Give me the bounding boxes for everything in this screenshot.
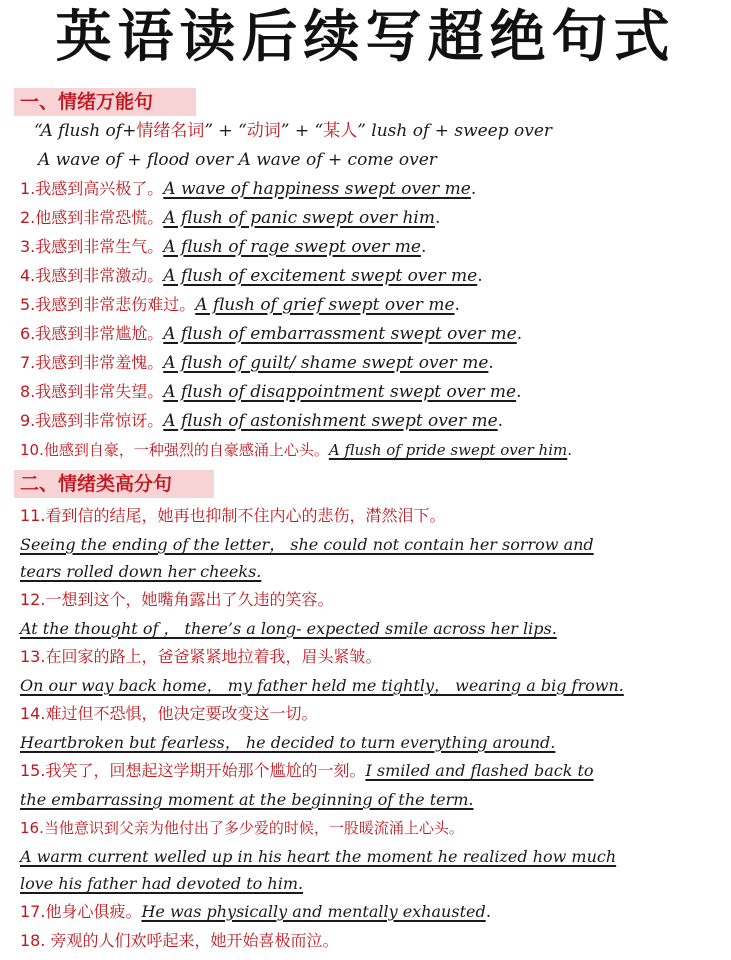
formula-line-1: “A flush of+情绪名词” + “动词” + “某人” lush of + sweep over	[34, 121, 553, 141]
list-item-cn: 16.当他意识到父亲为他付出了多少爱的时候，一股暖流涌上心头。	[20, 819, 464, 837]
section-heading-2: 二、情绪类高分句	[14, 470, 214, 498]
list-item: 17.他身心俱疲。He was physically and mentally exhausted.	[20, 902, 492, 922]
list-item: 9.我感到非常惊讶。A flush of astonishment swept over me.	[20, 411, 504, 431]
list-item: 10.他感到自豪，一种强烈的自豪感涌上心头。A flush of pride swept over him.	[20, 441, 573, 459]
list-item-cn: 13.在回家的路上，爸爸紧紧地拉着我，眉头紧皱。	[20, 647, 382, 666]
list-item-cn: 12.一想到这个，她嘴角露出了久违的笑容。	[20, 590, 334, 609]
list-item: 4.我感到非常激动。A flush of excitement swept over me.	[20, 266, 483, 286]
list-item-en: A warm current welled up in his heart the moment he realized how much	[20, 847, 617, 866]
formula-line-2: A wave of + flood over A wave of + come over	[38, 150, 437, 170]
list-item-en: Heartbroken but fearless， he decided to turn everything around.	[20, 733, 556, 752]
section-heading-1: 一、情绪万能句	[14, 88, 196, 116]
list-item: 7.我感到非常羞愧。A flush of guilt/ shame swept over me.	[20, 353, 494, 373]
list-item: 6.我感到非常尴尬。A flush of embarrassment swept over me.	[20, 324, 523, 344]
list-item-en: On our way back home， my father held me tightly， wearing a big frown.	[20, 676, 624, 695]
list-item: 1.我感到高兴极了。A wave of happiness swept over me.	[20, 179, 477, 199]
page-title: 英语读后续写超绝句式	[55, 5, 676, 70]
list-item-cn: 14.难过但不恐惧，他决定要改变这一切。	[20, 704, 318, 723]
list-item-cn: 11.看到信的结尾，她再也抑制不住内心的悲伤，潸然泪下。	[20, 506, 446, 525]
list-item: 3.我感到非常生气。A flush of rage swept over me.	[20, 237, 427, 257]
list-item-en: tears rolled down her cheeks.	[20, 562, 262, 581]
list-item: 15.我笑了，回想起这学期开始那个尴尬的一刻。I smiled and flashed back to	[20, 761, 594, 780]
list-item-en: At the thought of ， there’s a long- expected smile across her lips.	[20, 619, 557, 638]
list-item: 2.他感到非常恐慌。A flush of panic swept over him.	[20, 208, 441, 228]
list-item-en: the embarrassing moment at the beginning of the term.	[20, 790, 474, 809]
list-item: 8.我感到非常失望。A flush of disappointment swept over me.	[20, 382, 522, 402]
list-item-en: Seeing the ending of the letter， she could not contain her sorrow and	[20, 535, 594, 554]
list-item-en: love his father had devoted to him.	[20, 874, 304, 893]
list-item-cn: 18. 旁观的人们欢呼起来，她开始喜极而泣。	[20, 931, 339, 950]
list-item: 5.我感到非常悲伤难过。A flush of grief swept over me.	[20, 295, 460, 315]
